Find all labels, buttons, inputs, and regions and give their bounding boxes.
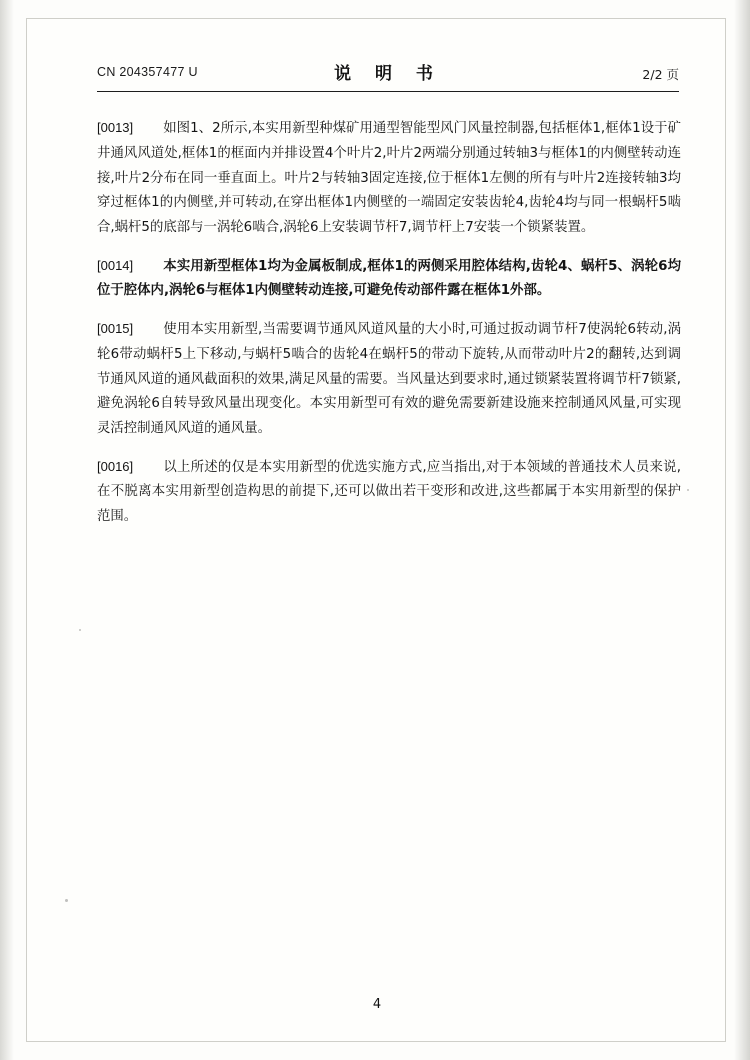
- paragraph-text: 本实用新型框体1均为金属板制成,框体1的两侧采用腔体结构,齿轮4、蜗杆5、涡轮6均位于腔体内,涡轮6与框体1内侧壁转动连接,可避免传动部件露在框体1外部。: [97, 258, 681, 299]
- page-header: [97, 59, 679, 89]
- paragraph-0013: [97, 116, 681, 240]
- paragraph-tag: [0014]: [97, 257, 134, 273]
- page-number: 4: [372, 997, 382, 1012]
- header-divider: [97, 91, 679, 92]
- page-count: 2/2 页: [642, 67, 679, 82]
- paragraph-text: 以上所述的仅是本实用新型的优选实施方式,应当指出,对于本领域的普通技术人员来说,在不脱离本实用新型创造构思的前提下,还可以做出若干变形和改进,这些都属于本实用新型的保护范围。: [97, 459, 681, 524]
- paragraph-text: 使用本实用新型,当需要调节通风风道风量的大小时,可通过扳动调节杆7使涡轮6转动,涡轮6带动蜗杆5上下移动,与蜗杆5啮合的齿轮4在蜗杆5的带动下旋转,从而带动叶片2的翻转,达到调节通风风道的通风截面积的效果,满足风量的需要。当风量达到要求时,通过锁紧装置将调节杆7锁紧,避免涡轮6自转导致风量出现变化。本实用新型可有效的避免需要新建设施来控制通风风量,可实现灵活控制通风风道的通风量。: [97, 322, 681, 436]
- paragraph-tag: [0016]: [97, 458, 134, 474]
- publication-number: CN 204357477 U: [97, 65, 198, 79]
- scan-speck: [687, 489, 689, 491]
- paragraph-0015: [97, 317, 681, 441]
- paragraph-0016: [97, 455, 681, 530]
- document-title: 说 明 书: [334, 64, 442, 84]
- scan-speck: [65, 899, 68, 902]
- paragraph-tag: [0013]: [97, 120, 134, 136]
- document-sheet: [26, 18, 726, 1042]
- paragraph-0014: [97, 254, 681, 304]
- paragraph-text: 如图1、2所示,本实用新型种煤矿用通型智能型风门风量控制器,包括框体1,框体1设于矿井通风风道处,框体1的框面内并排设置4个叶片2,叶片2两端分别通过转轴3与框体1的内侧壁转动连接,叶片2分布在同一垂直面上。叶片2与转轴3固定连接,位于框体1左侧的所有与叶片2连接转轴3均穿过框体1的内侧壁,并可转动,在穿出框体1内侧壁的一端固定安装齿轮4,齿轮4均与同一根蜗杆5啮合,蜗杆5的底部与一涡轮6啮合,涡轮6上安装调节杆7,调节杆上7安装一个锁紧装置。: [97, 121, 681, 235]
- scan-speck: [79, 629, 81, 631]
- document-body: [97, 103, 681, 531]
- paragraph-tag: [0015]: [97, 321, 134, 337]
